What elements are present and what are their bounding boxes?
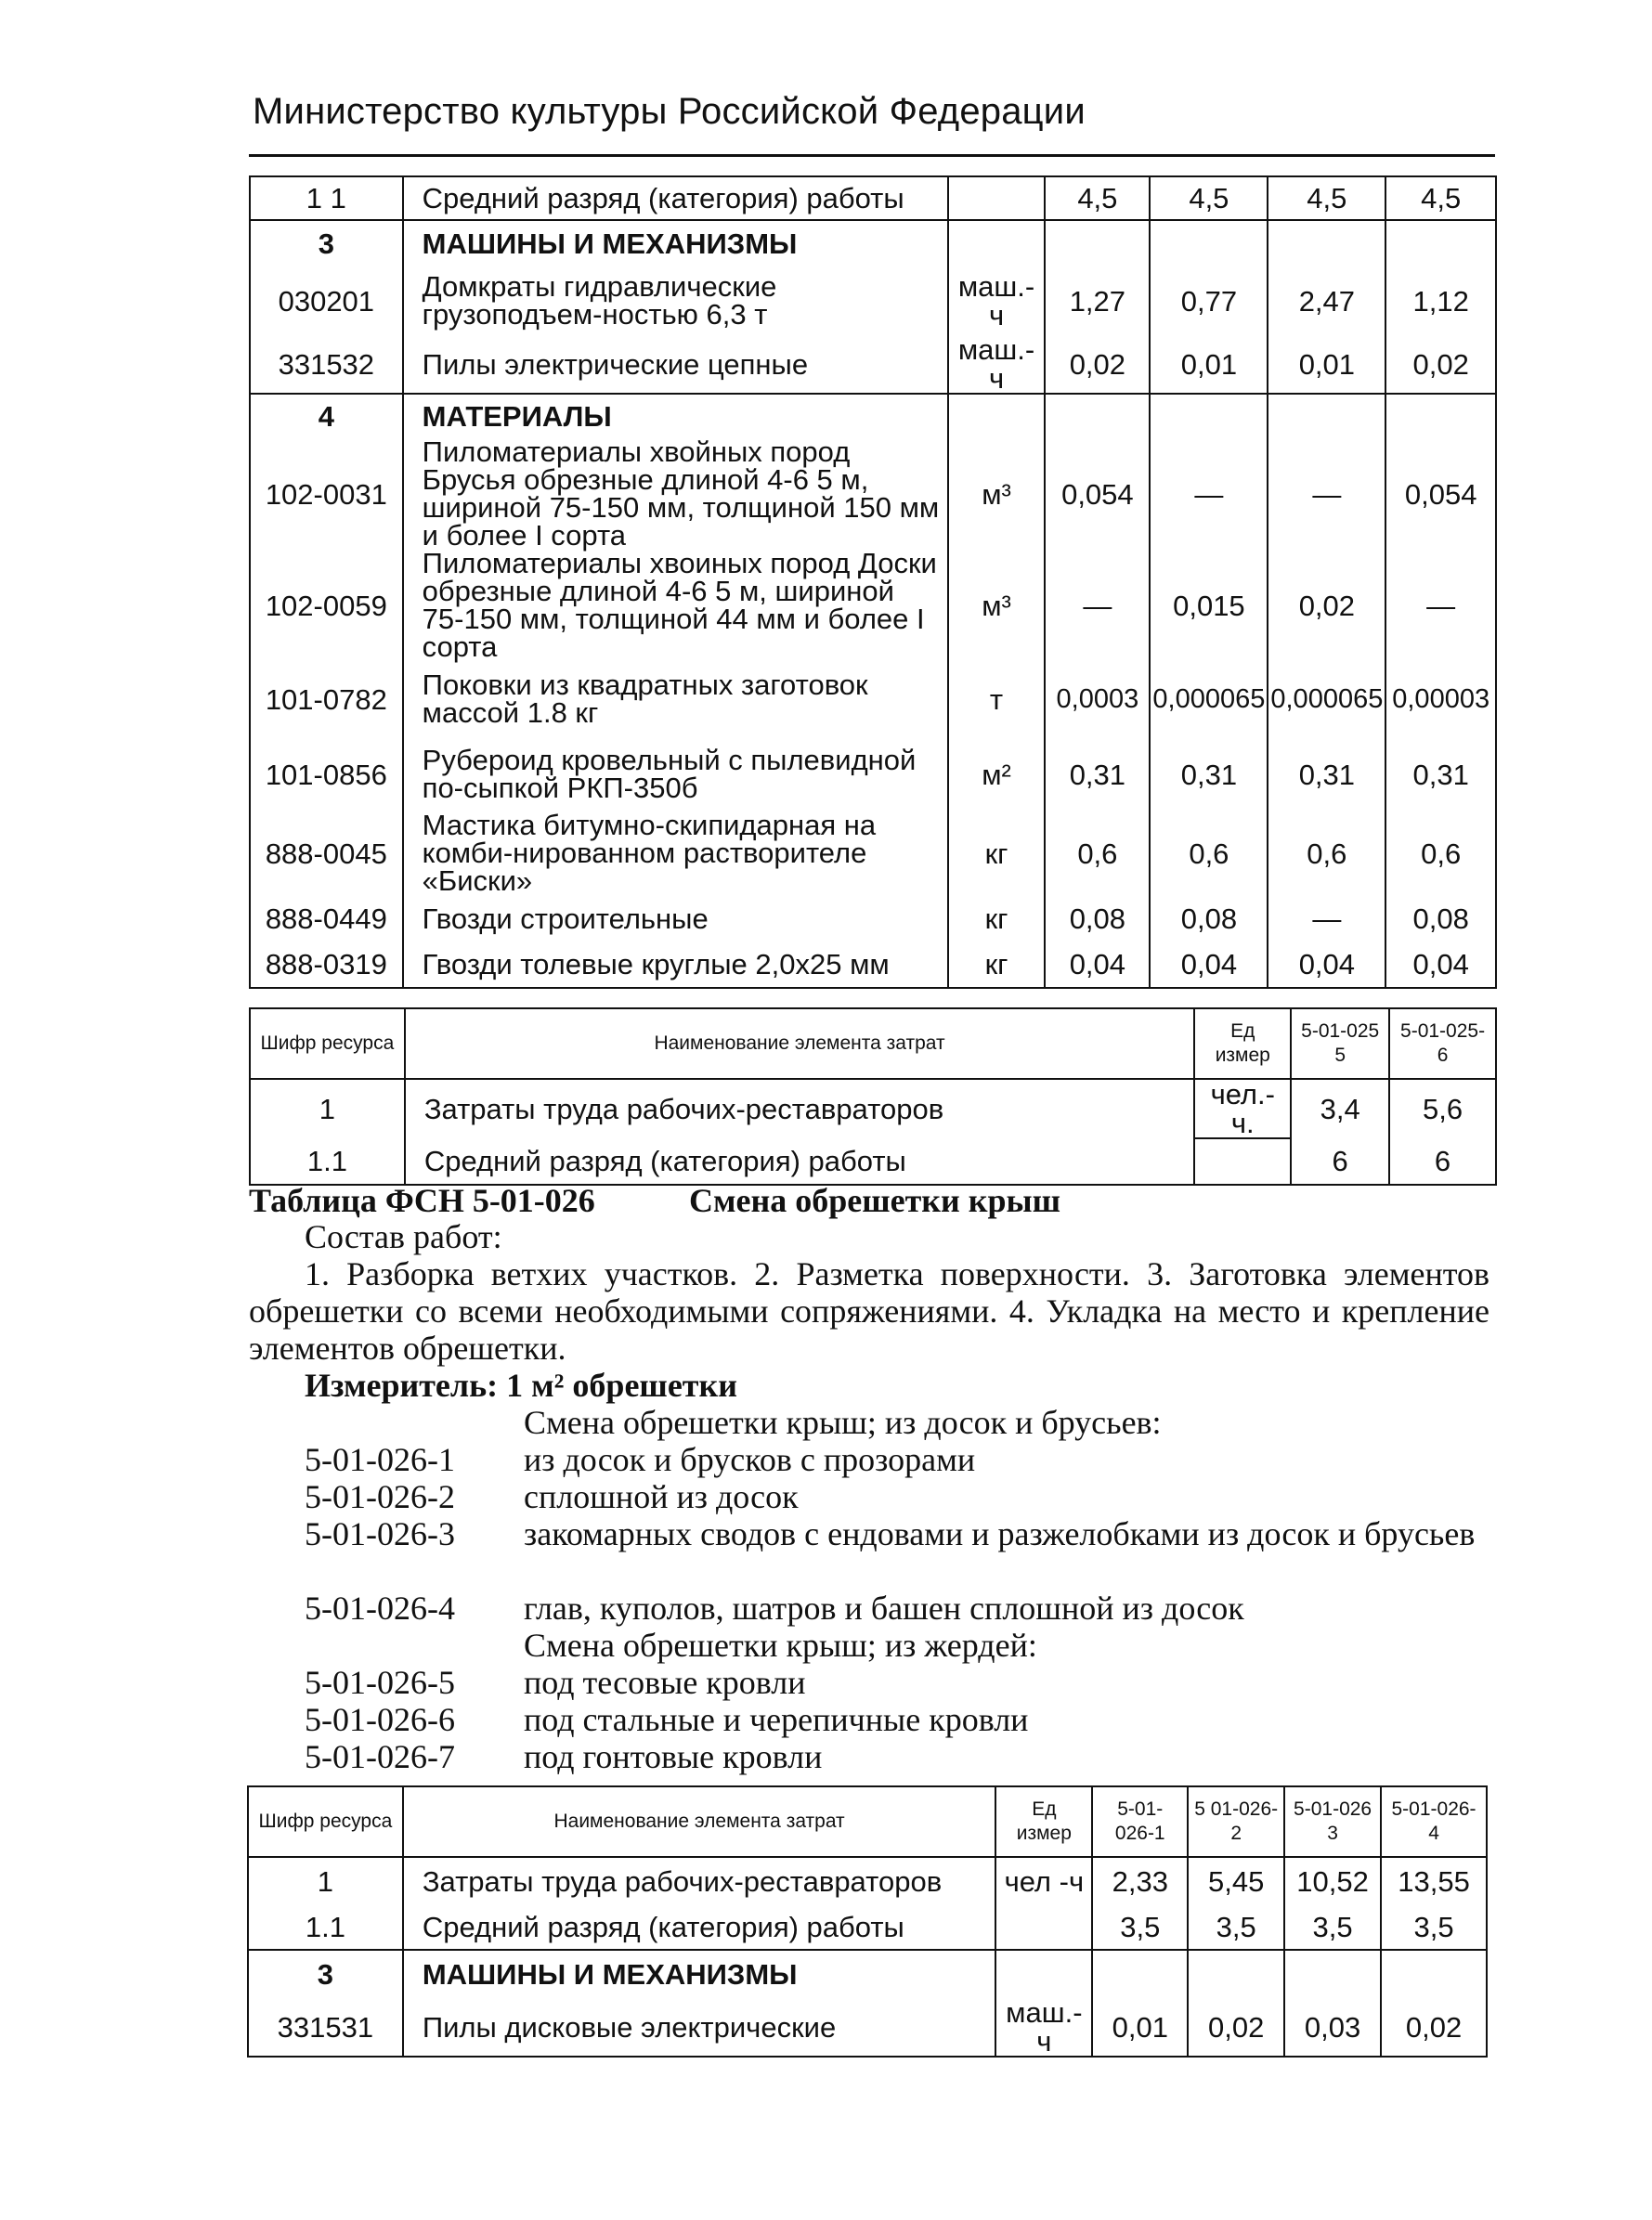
item-code: 5-01-026-1: [305, 1441, 455, 1478]
value-cell: 0,054: [1385, 438, 1496, 550]
table-header-row: [248, 1786, 1487, 1857]
table-row: [250, 438, 1496, 550]
header-unit: Ед измер: [1194, 1008, 1291, 1079]
value-cell: 0,04: [1268, 941, 1385, 988]
table-row: [248, 1857, 1487, 1905]
resource-unit: чел.-ч.: [1194, 1079, 1291, 1138]
value-cell: 3,5: [1092, 1905, 1188, 1950]
value-cell: 0,054: [1045, 438, 1150, 550]
resource-code: 030201: [250, 266, 403, 335]
value-cell: 0,02: [1381, 1998, 1487, 2057]
resource-name: Пиломатериалы хвоиных пород Доски обрезные длиной 4-6 5 м, шириной 75-150 мм, толщиной 44 мм и более I сорта: [403, 550, 948, 661]
section-row: [250, 394, 1496, 438]
resource-code: 1: [248, 1857, 403, 1905]
table-row: [250, 737, 1496, 811]
item-text: глав, куполов, шатров и башен сплошной из досок: [524, 1590, 1244, 1627]
value-cell: 13,55: [1381, 1857, 1487, 1905]
section-code: 3: [250, 220, 403, 266]
measure-unit: Измеритель: 1 м² обрешетки: [305, 1367, 737, 1404]
table-title: Смена обрешетки крыш: [689, 1182, 1061, 1219]
header-col: 5 01-026-2: [1188, 1786, 1284, 1857]
resource-name: Рубероид кровельный с пылевидной по-сыпкой РКП-350б: [403, 737, 948, 811]
item-text: сплошной из досок: [524, 1478, 799, 1515]
composition-text: 1. Разборка ветхих участков. 2. Разметка поверхности. 3. Заготовка элементов обрешетки со всеми необходимыми сопряжениями. 4. Укладка на место и крепление элементов обрешетки.: [249, 1255, 1489, 1367]
resource-name: Средний разряд (категория) работы: [403, 176, 948, 220]
value-cell: —: [1045, 550, 1150, 661]
resource-name: Пилы электрические цепные: [403, 335, 948, 394]
value-cell: —: [1268, 438, 1385, 550]
table-row: [250, 550, 1496, 661]
value-cell: 0,31: [1045, 737, 1150, 811]
resource-unit: маш.-ч: [948, 335, 1046, 394]
value-cell: 6: [1389, 1138, 1496, 1185]
resource-unit: кг: [948, 811, 1046, 895]
value-cell: 0,000065: [1268, 661, 1385, 737]
value-cell: 0,01: [1150, 335, 1268, 394]
resource-name: Поковки из квадратных заготовок массой 1.8 кг: [403, 661, 948, 737]
resource-code: 102-0031: [250, 438, 403, 550]
value-cell: 0,02: [1045, 335, 1150, 394]
value-cell: —: [1385, 550, 1496, 661]
value-cell: 5,6: [1389, 1079, 1496, 1138]
value-cell: 0,04: [1150, 941, 1268, 988]
table-row: [248, 1998, 1487, 2057]
table-row: [250, 1079, 1496, 1138]
resource-name: Пиломатериалы хвойных пород Брусья обрезные длиной 4-6 5 м, шириной 75-150 мм, толщиной 150 мм и более I сорта: [403, 438, 948, 550]
value-cell: 0,31: [1268, 737, 1385, 811]
resource-code: 1.1: [250, 1138, 405, 1185]
value-cell: 0,31: [1385, 737, 1496, 811]
header-col: 5-01-026 3: [1284, 1786, 1381, 1857]
value-cell: —: [1268, 895, 1385, 941]
table-row: [248, 1905, 1487, 1950]
value-cell: 0,6: [1268, 811, 1385, 895]
table-row: [250, 811, 1496, 895]
resource-name: Домкраты гидравлические грузоподъем-ностью 6,3 т: [403, 266, 948, 335]
value-cell: 3,5: [1188, 1905, 1284, 1950]
value-cell: 0,08: [1045, 895, 1150, 941]
value-cell: 0,04: [1385, 941, 1496, 988]
value-cell: 0,03: [1284, 1998, 1381, 2057]
resource-name: Пилы дисковые электрические: [403, 1998, 996, 2057]
value-cell: 0,04: [1045, 941, 1150, 988]
table-row: [250, 1138, 1496, 1185]
value-cell: 0,6: [1045, 811, 1150, 895]
resources-table-continued: [249, 175, 1497, 989]
item-text: из досок и брусков с прозорами: [524, 1441, 976, 1478]
resource-unit: т: [948, 661, 1046, 737]
value-cell: 4,5: [1268, 176, 1385, 220]
header-col: 5-01-026-4: [1381, 1786, 1487, 1857]
value-cell: 4,5: [1385, 176, 1496, 220]
header-name: Наименование элемента затрат: [403, 1786, 996, 1857]
resources-table-026: [247, 1785, 1488, 2058]
value-cell: 2,47: [1268, 266, 1385, 335]
header-code: [250, 1008, 405, 1079]
table-row: [250, 266, 1496, 335]
value-cell: 0,02: [1188, 1998, 1284, 2057]
value-cell: 0,000065: [1150, 661, 1268, 737]
value-cell: 0,6: [1150, 811, 1268, 895]
section-row: [248, 1950, 1487, 1998]
value-cell: 0,0003: [1045, 661, 1150, 737]
table-row: [250, 895, 1496, 941]
resource-unit: кг: [948, 895, 1046, 941]
item-code: 5-01-026-2: [305, 1478, 455, 1515]
value-cell: 0,01: [1092, 1998, 1188, 2057]
composition-label: Состав работ:: [305, 1218, 502, 1255]
resource-code: 331532: [250, 335, 403, 394]
resources-table-025: [249, 1007, 1497, 1186]
header-col: 5-01-025-6: [1389, 1008, 1496, 1079]
group-title: Смена обрешетки крыш; из досок и брусьев:: [524, 1404, 1162, 1441]
resource-unit: чел -ч: [995, 1857, 1092, 1905]
table-row: [250, 941, 1496, 988]
value-cell: 0,08: [1150, 895, 1268, 941]
value-cell: 3,4: [1291, 1079, 1389, 1138]
resource-name: Гвозди строительные: [403, 895, 948, 941]
resource-code: 1 1: [250, 176, 403, 220]
resource-code: 331531: [248, 1998, 403, 2057]
resource-code: 1: [250, 1079, 405, 1138]
resource-unit: маш.-ч: [995, 1998, 1092, 2057]
resource-unit: [995, 1905, 1092, 1950]
table-row: [250, 335, 1496, 394]
header-rule: [249, 154, 1495, 157]
section-code: 4: [250, 394, 403, 438]
page-header: Министерство культуры Российской Федерации: [253, 91, 1086, 132]
item-code: 5-01-026-4: [305, 1590, 455, 1627]
resource-code: 102-0059: [250, 550, 403, 661]
resource-name: Затраты труда рабочих-реставраторов: [403, 1857, 996, 1905]
table-row: [250, 661, 1496, 737]
value-cell: 6: [1291, 1138, 1389, 1185]
value-cell: 10,52: [1284, 1857, 1381, 1905]
value-cell: 0,02: [1385, 335, 1496, 394]
table-row: [250, 176, 1496, 220]
resource-unit: [948, 176, 1046, 220]
item-code: 5-01-026-6: [305, 1701, 455, 1738]
value-cell: 2,33: [1092, 1857, 1188, 1905]
section-title: МАШИНЫ И МЕХАНИЗМЫ: [403, 220, 948, 266]
resource-name: Средний разряд (категория) работы: [405, 1138, 1194, 1185]
value-cell: 0,77: [1150, 266, 1268, 335]
resource-name: Мастика битумно-скипидарная на комби-нированном растворителе «Биски»: [403, 811, 948, 895]
resource-code: 888-0045: [250, 811, 403, 895]
table-header-row: [250, 1008, 1496, 1079]
value-cell: 0,01: [1268, 335, 1385, 394]
value-cell: 4,5: [1045, 176, 1150, 220]
value-cell: 0,02: [1268, 550, 1385, 661]
header-col: 5-01-025 5: [1291, 1008, 1389, 1079]
item-code: 5-01-026-3: [305, 1515, 455, 1552]
resource-name: Гвозди толевые круглые 2,0х25 мм: [403, 941, 948, 988]
value-cell: 1,27: [1045, 266, 1150, 335]
value-cell: 0,31: [1150, 737, 1268, 811]
value-cell: 5,45: [1188, 1857, 1284, 1905]
header-code: Шифр ресурса: [248, 1786, 403, 1857]
table-label: Таблица ФСН 5-01-026: [249, 1182, 595, 1219]
header-name: Наименование элемента затрат: [405, 1008, 1194, 1079]
resource-unit: м³: [948, 550, 1046, 661]
item-text: под стальные и черепичные кровли: [524, 1701, 1029, 1738]
resource-code: 1.1: [248, 1905, 403, 1950]
value-cell: 3,5: [1284, 1905, 1381, 1950]
value-cell: 0,08: [1385, 895, 1496, 941]
resource-unit: кг: [948, 941, 1046, 988]
resource-code: 101-0856: [250, 737, 403, 811]
value-cell: 0,00003: [1385, 661, 1496, 737]
section-code: 3: [248, 1950, 403, 1998]
item-code: 5-01-026-7: [305, 1738, 455, 1775]
resource-unit: м³: [948, 438, 1046, 550]
value-cell: 0,015: [1150, 550, 1268, 661]
resource-unit: [1194, 1138, 1291, 1185]
value-cell: —: [1150, 438, 1268, 550]
resource-code: 888-0449: [250, 895, 403, 941]
section-title: МАШИНЫ И МЕХАНИЗМЫ: [403, 1950, 996, 1998]
resource-name: Средний разряд (категория) работы: [403, 1905, 996, 1950]
item-code: 5-01-026-5: [305, 1664, 455, 1701]
item-text: закомарных сводов с ендовами и разжелобками из досок и брусьев: [524, 1515, 1476, 1552]
resource-code: 101-0782: [250, 661, 403, 737]
resource-code: 888-0319: [250, 941, 403, 988]
header-code-label: Шифр ресурса: [260, 1032, 395, 1054]
resource-unit: маш.-ч: [948, 266, 1046, 335]
value-cell: 4,5: [1150, 176, 1268, 220]
header-col: 5-01-026-1: [1092, 1786, 1188, 1857]
value-cell: 0,6: [1385, 811, 1496, 895]
value-cell: 1,12: [1385, 266, 1496, 335]
resource-unit: м²: [948, 737, 1046, 811]
section-title: МАТЕРИАЛЫ: [403, 394, 948, 438]
item-text: под тесовые кровли: [524, 1664, 806, 1701]
value-cell: 3,5: [1381, 1905, 1487, 1950]
header-unit: Ед измер: [995, 1786, 1092, 1857]
group-title: Смена обрешетки крыш; из жердей:: [524, 1627, 1037, 1664]
item-text: под гонтовые кровли: [524, 1738, 823, 1775]
resource-name: Затраты труда рабочих-реставраторов: [405, 1079, 1194, 1138]
section-row: [250, 220, 1496, 266]
